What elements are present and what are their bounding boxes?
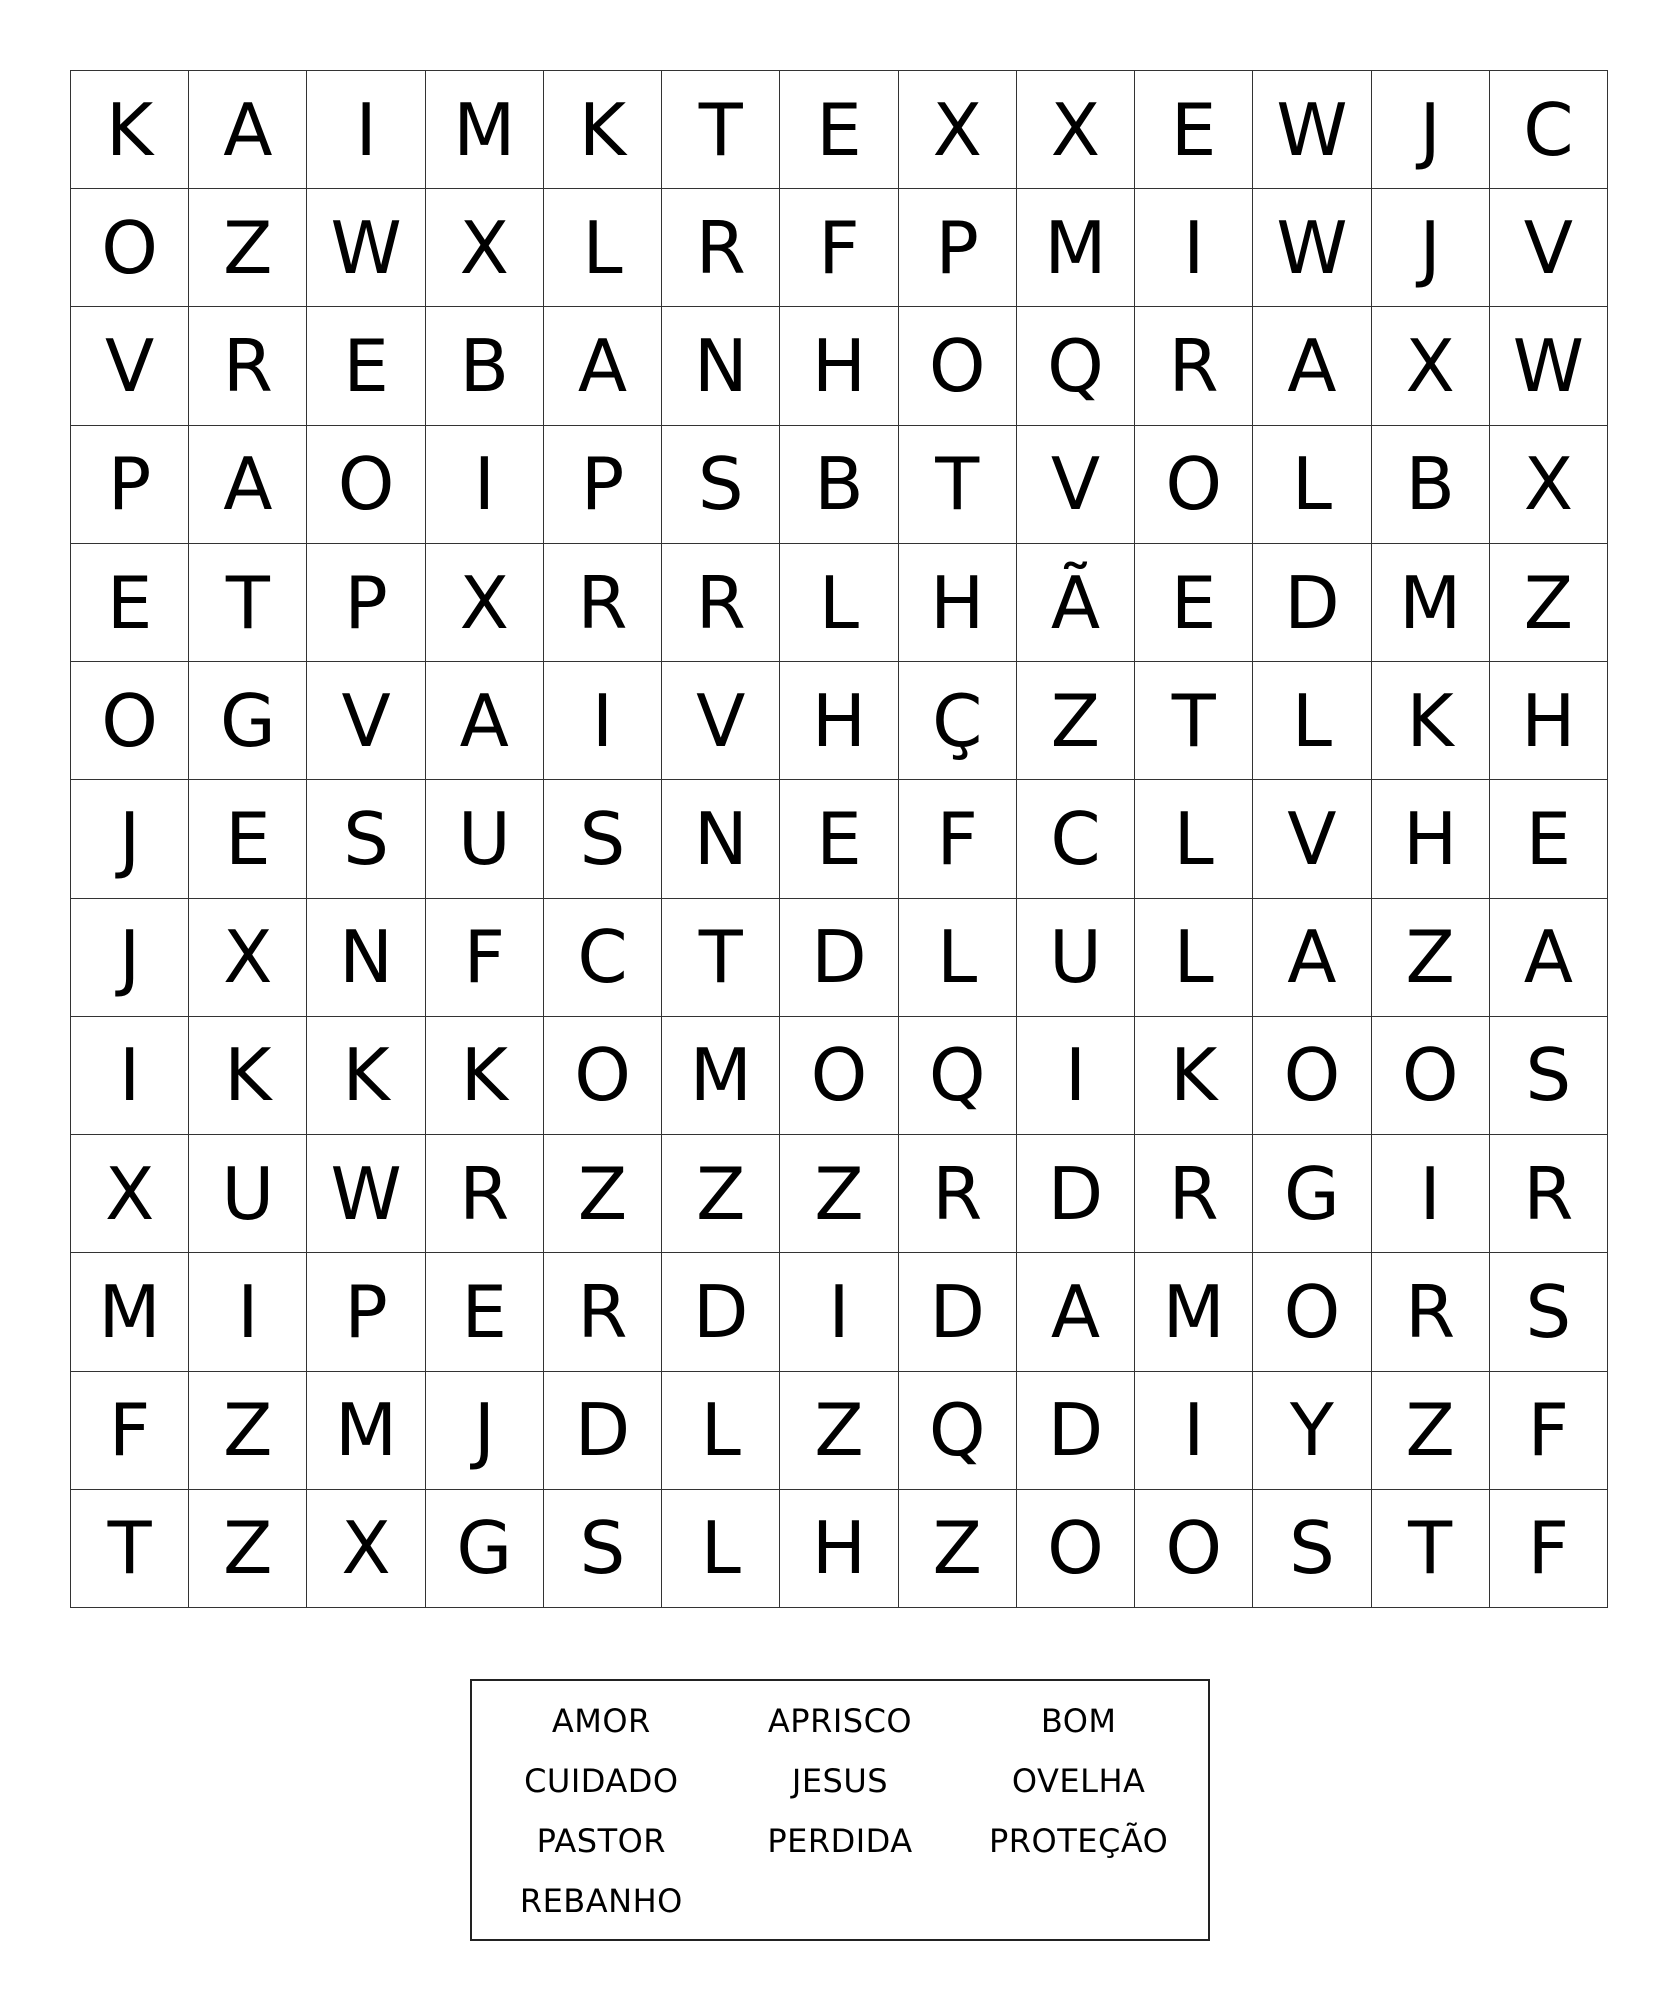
grid-cell[interactable]: I: [71, 1017, 189, 1135]
grid-cell[interactable]: I: [544, 662, 662, 780]
grid-cell[interactable]: J: [426, 1372, 544, 1490]
grid-cell[interactable]: Z: [662, 1135, 780, 1253]
grid-cell[interactable]: U: [189, 1135, 307, 1253]
grid-cell[interactable]: K: [1372, 662, 1490, 780]
grid-cell[interactable]: M: [662, 1017, 780, 1135]
grid-cell[interactable]: R: [1135, 307, 1253, 425]
grid-cell[interactable]: D: [1017, 1372, 1135, 1490]
grid-cell[interactable]: R: [1135, 1135, 1253, 1253]
grid-cell[interactable]: G: [189, 662, 307, 780]
grid-cell[interactable]: T: [71, 1490, 189, 1608]
grid-cell[interactable]: Z: [1372, 899, 1490, 1017]
grid-cell[interactable]: I: [1017, 1017, 1135, 1135]
grid-cell[interactable]: E: [71, 544, 189, 662]
grid-cell[interactable]: H: [780, 662, 898, 780]
grid-cell[interactable]: X: [307, 1490, 425, 1608]
grid-cell[interactable]: B: [780, 426, 898, 544]
grid-cell[interactable]: K: [71, 71, 189, 189]
grid-cell[interactable]: S: [307, 780, 425, 898]
word-bank-item: PROTEÇÃO: [988, 1822, 1169, 1860]
grid-cell[interactable]: R: [189, 307, 307, 425]
grid-cell[interactable]: X: [189, 899, 307, 1017]
grid-cell[interactable]: D: [544, 1372, 662, 1490]
grid-cell[interactable]: R: [1490, 1135, 1608, 1253]
grid-cell[interactable]: Ç: [899, 662, 1017, 780]
grid-cell[interactable]: E: [426, 1253, 544, 1371]
grid-cell[interactable]: O: [544, 1017, 662, 1135]
grid-cell[interactable]: R: [662, 544, 780, 662]
grid-cell[interactable]: L: [544, 189, 662, 307]
grid-cell[interactable]: K: [544, 71, 662, 189]
grid-cell[interactable]: V: [1253, 780, 1371, 898]
grid-cell[interactable]: L: [1135, 780, 1253, 898]
grid-cell[interactable]: S: [1253, 1490, 1371, 1608]
grid-cell[interactable]: K: [426, 1017, 544, 1135]
grid-cell[interactable]: P: [307, 1253, 425, 1371]
grid-cell[interactable]: H: [1490, 662, 1608, 780]
grid-cell[interactable]: O: [71, 662, 189, 780]
grid-cell[interactable]: E: [780, 780, 898, 898]
grid-cell[interactable]: L: [1135, 899, 1253, 1017]
word-bank-item: PERDIDA: [767, 1822, 913, 1860]
grid-cell[interactable]: Z: [780, 1372, 898, 1490]
grid-cell[interactable]: M: [426, 71, 544, 189]
grid-cell[interactable]: F: [1490, 1490, 1608, 1608]
grid-cell[interactable]: A: [1017, 1253, 1135, 1371]
grid-cell[interactable]: A: [1253, 899, 1371, 1017]
grid-cell[interactable]: T: [662, 899, 780, 1017]
grid-cell[interactable]: M: [307, 1372, 425, 1490]
grid-cell[interactable]: Q: [1017, 307, 1135, 425]
grid-cell[interactable]: A: [1253, 307, 1371, 425]
grid-cell[interactable]: Q: [899, 1017, 1017, 1135]
grid-cell[interactable]: X: [1490, 426, 1608, 544]
grid-cell[interactable]: S: [662, 426, 780, 544]
grid-cell[interactable]: X: [71, 1135, 189, 1253]
grid-cell[interactable]: F: [780, 189, 898, 307]
grid-cell[interactable]: R: [544, 544, 662, 662]
grid-cell[interactable]: K: [307, 1017, 425, 1135]
grid-cell[interactable]: Q: [899, 1372, 1017, 1490]
grid-cell[interactable]: F: [426, 899, 544, 1017]
grid-cell[interactable]: O: [899, 307, 1017, 425]
grid-cell[interactable]: E: [307, 307, 425, 425]
grid-cell[interactable]: W: [307, 1135, 425, 1253]
grid-cell[interactable]: L: [780, 544, 898, 662]
grid-cell[interactable]: V: [662, 662, 780, 780]
grid-cell[interactable]: O: [1253, 1253, 1371, 1371]
grid-cell[interactable]: V: [1017, 426, 1135, 544]
grid-cell[interactable]: E: [1135, 544, 1253, 662]
word-search-grid: [70, 70, 1608, 1608]
grid-cell[interactable]: A: [544, 307, 662, 425]
grid-cell[interactable]: C: [544, 899, 662, 1017]
grid-cell[interactable]: T: [189, 544, 307, 662]
grid-cell[interactable]: J: [71, 780, 189, 898]
grid-cell[interactable]: L: [662, 1372, 780, 1490]
grid-cell[interactable]: S: [1490, 1253, 1608, 1371]
grid-cell[interactable]: B: [426, 307, 544, 425]
grid-cell[interactable]: R: [1372, 1253, 1490, 1371]
grid-cell[interactable]: X: [1017, 71, 1135, 189]
grid-cell[interactable]: T: [662, 71, 780, 189]
grid-cell[interactable]: N: [662, 307, 780, 425]
grid-cell[interactable]: P: [544, 426, 662, 544]
grid-cell[interactable]: A: [189, 71, 307, 189]
grid-cell[interactable]: V: [71, 307, 189, 425]
grid-cell[interactable]: Z: [1372, 1372, 1490, 1490]
grid-cell[interactable]: I: [307, 71, 425, 189]
grid-cell[interactable]: I: [1372, 1135, 1490, 1253]
grid-cell[interactable]: K: [189, 1017, 307, 1135]
grid-cell[interactable]: G: [426, 1490, 544, 1608]
grid-cell[interactable]: M: [1135, 1253, 1253, 1371]
grid-cell[interactable]: H: [1372, 780, 1490, 898]
grid-cell[interactable]: W: [307, 189, 425, 307]
grid-cell[interactable]: S: [544, 1490, 662, 1608]
grid-cell[interactable]: V: [1490, 189, 1608, 307]
word-bank: [470, 1679, 1210, 1941]
grid-cell[interactable]: O: [71, 189, 189, 307]
grid-cell[interactable]: W: [1253, 189, 1371, 307]
grid-cell[interactable]: A: [189, 426, 307, 544]
grid-cell[interactable]: L: [1253, 662, 1371, 780]
grid-cell[interactable]: R: [899, 1135, 1017, 1253]
grid-cell[interactable]: L: [899, 899, 1017, 1017]
word-bank-item: CUIDADO: [524, 1762, 679, 1800]
grid-cell[interactable]: I: [1135, 189, 1253, 307]
grid-cell[interactable]: R: [544, 1253, 662, 1371]
grid-cell[interactable]: F: [71, 1372, 189, 1490]
grid-cell[interactable]: Z: [1017, 662, 1135, 780]
grid-cell[interactable]: O: [1017, 1490, 1135, 1608]
word-bank-item: BOM: [1040, 1702, 1117, 1740]
grid-cell[interactable]: L: [1253, 426, 1371, 544]
grid-cell[interactable]: F: [1490, 1372, 1608, 1490]
word-bank-item: APRISCO: [767, 1702, 913, 1740]
grid-cell[interactable]: H: [899, 544, 1017, 662]
grid-cell[interactable]: X: [1372, 307, 1490, 425]
word-bank-item: OVELHA: [1011, 1762, 1146, 1800]
word-bank-item: PASTOR: [536, 1822, 667, 1860]
grid-cell[interactable]: L: [662, 1490, 780, 1608]
grid-cell[interactable]: F: [899, 780, 1017, 898]
grid-cell[interactable]: I: [1135, 1372, 1253, 1490]
grid-cell[interactable]: X: [899, 71, 1017, 189]
grid-cell[interactable]: C: [1490, 71, 1608, 189]
word-bank-item: JESUS: [791, 1762, 889, 1800]
grid-cell[interactable]: K: [1135, 1017, 1253, 1135]
grid-cell[interactable]: O: [307, 426, 425, 544]
grid-cell[interactable]: E: [1490, 780, 1608, 898]
grid-cell[interactable]: D: [662, 1253, 780, 1371]
grid-cell[interactable]: A: [426, 662, 544, 780]
grid-cell[interactable]: W: [1490, 307, 1608, 425]
word-bank-item: REBANHO: [519, 1882, 683, 1920]
grid-cell[interactable]: E: [1135, 71, 1253, 189]
grid-cell[interactable]: Z: [1490, 544, 1608, 662]
word-bank-item: AMOR: [551, 1702, 651, 1740]
grid-cell[interactable]: O: [1253, 1017, 1371, 1135]
grid-cell[interactable]: Z: [780, 1135, 898, 1253]
grid-cell[interactable]: Y: [1253, 1372, 1371, 1490]
grid-cell[interactable]: B: [1372, 426, 1490, 544]
grid-cell[interactable]: T: [1372, 1490, 1490, 1608]
grid-cell[interactable]: O: [1135, 1490, 1253, 1608]
grid-cell[interactable]: M: [71, 1253, 189, 1371]
grid-cell[interactable]: X: [426, 544, 544, 662]
grid-cell[interactable]: D: [780, 899, 898, 1017]
grid-cell[interactable]: G: [1253, 1135, 1371, 1253]
grid-cell[interactable]: H: [780, 1490, 898, 1608]
grid-cell[interactable]: N: [307, 899, 425, 1017]
grid-cell[interactable]: P: [899, 189, 1017, 307]
grid-cell[interactable]: Z: [899, 1490, 1017, 1608]
grid-cell[interactable]: U: [1017, 899, 1135, 1017]
grid-cell[interactable]: E: [780, 71, 898, 189]
grid-cell[interactable]: Z: [189, 1372, 307, 1490]
grid-cell[interactable]: M: [1017, 189, 1135, 307]
grid-cell[interactable]: Z: [544, 1135, 662, 1253]
grid-cell[interactable]: I: [426, 426, 544, 544]
grid-cell[interactable]: E: [189, 780, 307, 898]
grid-cell[interactable]: O: [1135, 426, 1253, 544]
grid-cell[interactable]: W: [1253, 71, 1371, 189]
grid-cell[interactable]: Ã: [1017, 544, 1135, 662]
grid-cell[interactable]: S: [1490, 1017, 1608, 1135]
grid-cell[interactable]: A: [1490, 899, 1608, 1017]
grid-cell[interactable]: Z: [189, 189, 307, 307]
grid-cell[interactable]: H: [780, 307, 898, 425]
grid-cell[interactable]: U: [426, 780, 544, 898]
grid-cell[interactable]: I: [189, 1253, 307, 1371]
grid-cell[interactable]: R: [426, 1135, 544, 1253]
grid-cell[interactable]: V: [307, 662, 425, 780]
grid-cell[interactable]: P: [307, 544, 425, 662]
grid-cell[interactable]: Z: [189, 1490, 307, 1608]
grid-cell[interactable]: O: [1372, 1017, 1490, 1135]
grid-cell[interactable]: O: [780, 1017, 898, 1135]
grid-cell[interactable]: C: [1017, 780, 1135, 898]
grid-cell[interactable]: D: [1253, 544, 1371, 662]
grid-cell[interactable]: J: [1372, 189, 1490, 307]
grid-cell[interactable]: S: [544, 780, 662, 898]
grid-cell[interactable]: T: [1135, 662, 1253, 780]
grid-cell[interactable]: M: [1372, 544, 1490, 662]
grid-cell[interactable]: D: [899, 1253, 1017, 1371]
grid-cell[interactable]: J: [71, 899, 189, 1017]
grid-cell[interactable]: J: [1372, 71, 1490, 189]
grid-cell[interactable]: P: [71, 426, 189, 544]
grid-cell[interactable]: X: [426, 189, 544, 307]
grid-cell[interactable]: T: [899, 426, 1017, 544]
grid-cell[interactable]: N: [662, 780, 780, 898]
grid-cell[interactable]: D: [1017, 1135, 1135, 1253]
grid-cell[interactable]: R: [662, 189, 780, 307]
grid-cell[interactable]: I: [780, 1253, 898, 1371]
